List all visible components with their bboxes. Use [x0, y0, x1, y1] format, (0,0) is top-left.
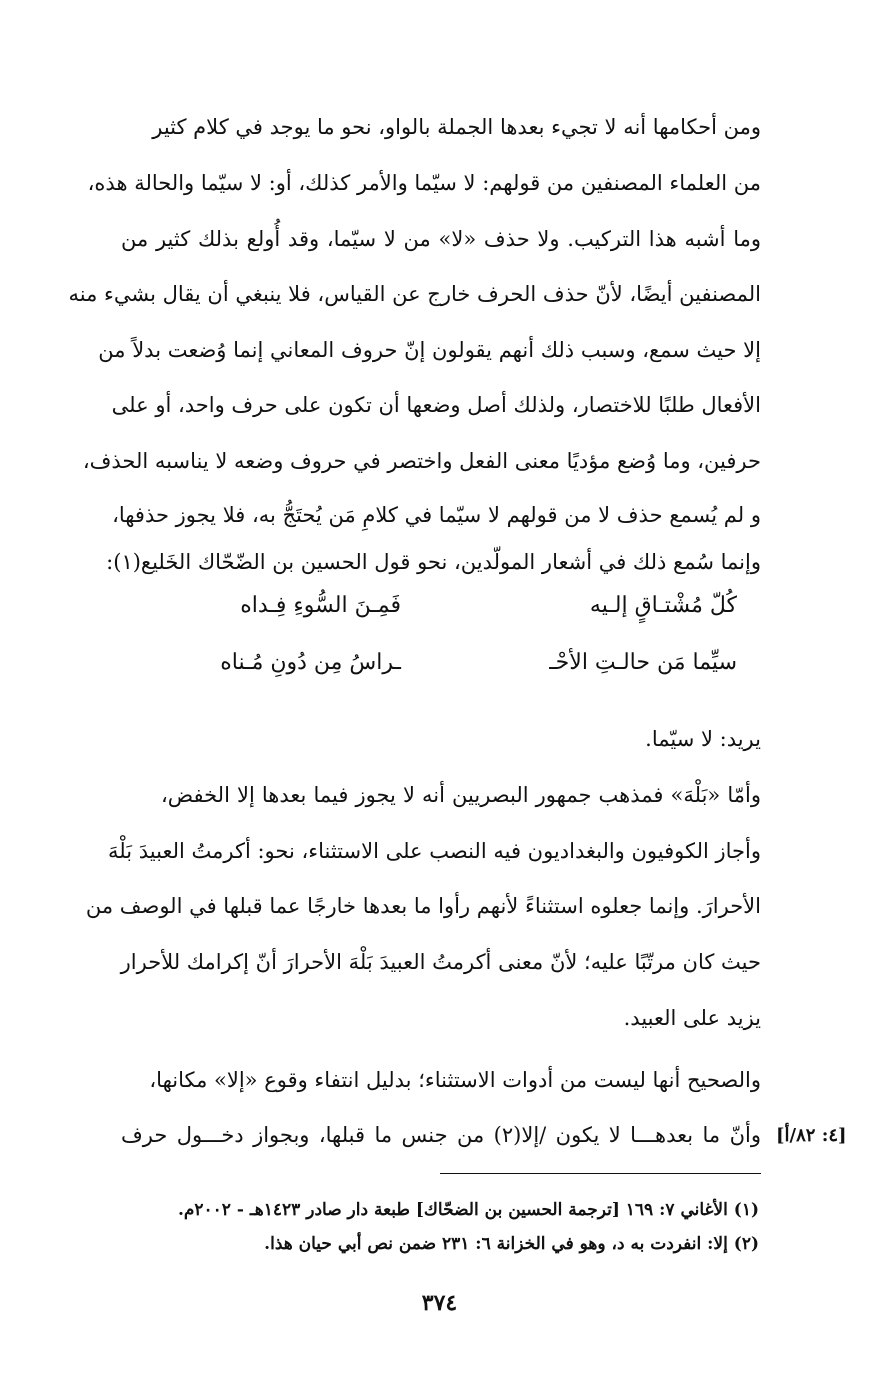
body-line: ومن أحكامها أنه لا تجيء بعدها الجملة بالواو، نحو ما يوجد في كلام كثير	[152, 115, 761, 139]
body-line: حرفين، وما وُضع مؤديًا معنى الفعل واختصر في حروف وضعه لا يناسبه الحذف،	[82, 449, 761, 473]
body-line: وما أشبه هذا التركيب. ولا حذف «لا» من لا سيّما، وقد أُولع بذلك كثير من	[121, 227, 761, 251]
body-line: يريد: لا سيّما.	[645, 727, 761, 751]
verse-hemistich: سيِّما مَن حالـتِ الأحْـ	[549, 650, 737, 675]
body-line: من العلماء المصنفين من قولهم: لا سيّما والأمر كذلك، أو: لا سيّما والحالة هذه،	[87, 171, 761, 195]
body-line: وأنّ ما بعدهـــا لا يكون /إلا(٢) من جنس ما قبلها، وبجواز دخـــول حرف	[121, 1123, 761, 1147]
body-line: المصنفين أيضًا، لأنّ حذف الحرف خارج عن القياس، فلا ينبغي أن يقال بشيء منه	[68, 282, 761, 306]
body-line: الأفعال طلبًا للاختصار، ولذلك أصل وضعها أن تكون على حرف واحد، أو على	[111, 393, 761, 417]
verse-hemistich: كُلّ مُشْتـاقٍ إلـيه	[589, 593, 737, 618]
verse-hemistich: فَمِـنَ السُّوءِ فِـداه	[240, 593, 401, 618]
manuscript-folio-reference: [٤: ٨٢/أ]	[776, 1125, 847, 1146]
body-line: الأحرارَ. وإنما جعلوه استثناءً لأنهم رأوا ما بعدها خارجًا عما قبلها في الوصف من	[85, 894, 761, 918]
body-line: والصحيح أنها ليست من أدوات الاستثناء؛ بدليل انتفاء وقوع «إلا» مكانها،	[149, 1068, 761, 1092]
footnote-separator	[440, 1173, 761, 1174]
body-line: إلا حيث سمع، وسبب ذلك أنهم يقولون إنّ حروف المعاني إنما وُضعت بدلاً من	[98, 338, 761, 362]
body-line: وأمّا «بَلْهَ» فمذهب جمهور البصريين أنه لا يجوز فيما بعدها إلا الخفض،	[161, 783, 761, 807]
page-number: ٣٧٤	[421, 1290, 458, 1316]
verse-hemistich: ـراسُ مِن دُونِ مُـناه	[220, 650, 401, 675]
footnote: (١) الأغاني ٧: ١٦٩ [ترجمة الحسين بن الضحّاك] طبعة دار صادر ١٤٢٣هـ - ٢٠٠٢م.	[177, 1200, 759, 1220]
body-line: يزيد على العبيد.	[623, 1006, 761, 1030]
footnote: (٢) إلا: انفردت به د، وهو في الخزانة ٦: ٢٣١ ضمن نص أبي حيان هذا.	[264, 1234, 759, 1254]
body-line: وإنما سُمع ذلك في أشعار المولّدين، نحو قول الحسين بن الضّحّاك الخَليع(١):	[106, 550, 761, 574]
body-line: و لم يُسمع حذف لا من قولهم لا سيّما في كلامِ مَن يُحتَجُّ به، فلا يجوز حذفها،	[112, 503, 761, 527]
body-line: وأجاز الكوفيون والبغداديون فيه النصب على الاستثناء، نحو: أكرمتُ العبيدَ بَلْهَ	[108, 839, 761, 863]
body-line: حيث كان مرتّبًا عليه؛ لأنّ معنى أكرمتُ العبيدَ بَلْهَ الأحرارَ أنّ إكرامك للأحرار	[120, 950, 761, 974]
